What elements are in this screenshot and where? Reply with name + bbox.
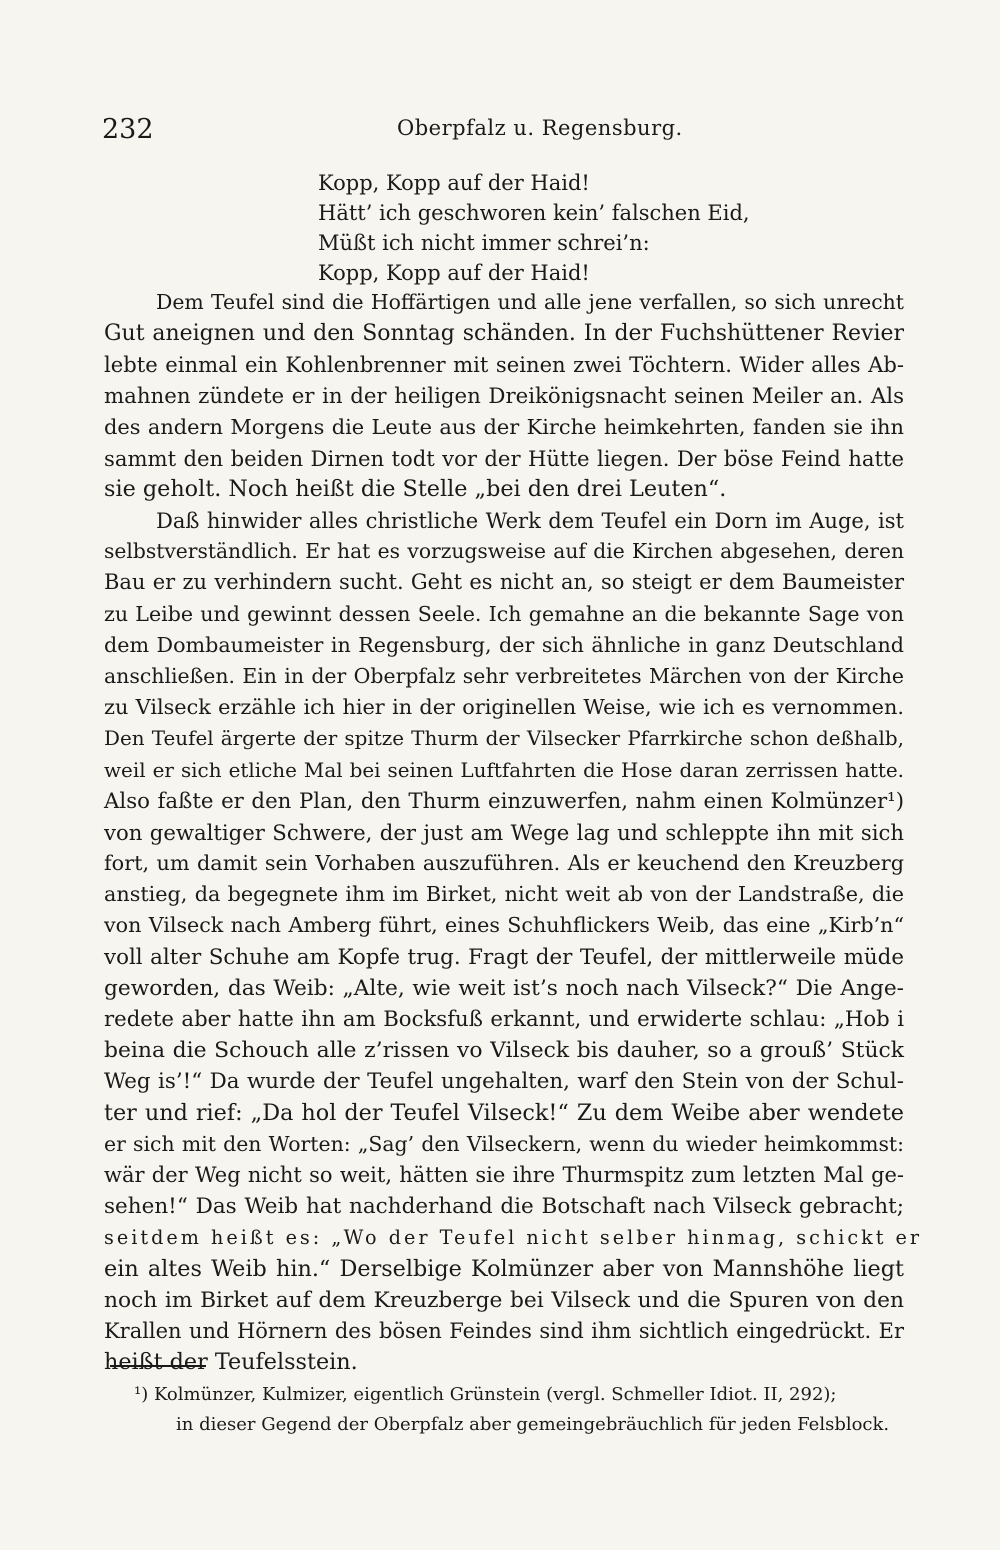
text-line: ter und rief: „Da hol der Teufel Vilseck!“ Zu dem Weibe aber wendete	[104, 1099, 904, 1126]
text-line: Daß hinwider alles christliche Werk dem Teufel ein Dorn im Auge, ist	[156, 508, 904, 533]
running-head: Oberpfalz u. Regensburg.	[397, 116, 683, 140]
text-line: ein altes Weib hin.“ Derselbige Kolmünzer aber von Mannshöhe liegt	[104, 1255, 904, 1282]
text-line: weil er sich etliche Mal bei seinen Luftfahrten die Hose daran zerrissen hatte.	[104, 758, 904, 782]
verse-line: Hätt’ ich geschworen kein’ falschen Eid,	[318, 201, 750, 225]
text-line: zu Vilseck erzähle ich hier in der originellen Weise, wie ich es vernommen.	[104, 695, 904, 720]
text-line: anstieg, da begegnete ihm im Birket, nicht weit ab von der Landstraße, die	[104, 882, 904, 907]
text-line: geworden, das Weib: „Alte, wie weit ist’s noch nach Vilseck?“ Die Ange-	[104, 975, 904, 1001]
text-line: selbstverständlich. Er hat es vorzugsweise auf die Kirchen abgesehen, deren	[104, 539, 904, 564]
text-line: seitdem heißt es: „Wo der Teufel nicht selber hinmag, schickt er	[104, 1226, 923, 1250]
page-header	[102, 114, 902, 148]
text-line: beina die Schouch alle z’rissen vo Vilseck bis dauher, so a grouß’ Stück	[104, 1038, 904, 1064]
text-line: des andern Morgens die Leute aus der Kirche heimkehrten, fanden sie ihn	[104, 414, 904, 439]
text-line: sie geholt. Noch heißt die Stelle „bei den drei Leuten“.	[104, 476, 727, 503]
text-line: Den Teufel ärgerte der spitze Thurm der Vilsecker Pfarrkirche schon deßhalb,	[104, 727, 904, 751]
text-line: redete aber hatte ihn am Bocksfuß erkannt, und erwiderte schlau: „Hob i	[104, 1007, 904, 1032]
verse-line: Kopp, Kopp auf der Haid!	[318, 261, 590, 285]
text-line: von Vilseck nach Amberg führt, eines Schuhflickers Weib, das eine „Kirb’n“	[104, 913, 904, 938]
verse-block	[318, 168, 878, 288]
text-line: noch im Birket auf dem Kreuzberge bei Vilseck und die Spuren von den	[104, 1287, 904, 1313]
text-line: heißt der Teufelsstein.	[104, 1349, 358, 1376]
text-line: zu Leibe und gewinnt dessen Seele. Ich gemahne an die bekannte Sage von	[104, 601, 904, 626]
text-line: voll alter Schuhe am Kopfe trug. Fragt der Teufel, der mittlerweile müde	[104, 944, 904, 970]
footnote-line: in dieser Gegend der Oberpfalz aber gemeingebräuchlich für jeden Felsblock.	[176, 1414, 890, 1435]
text-line: Gut aneignen und den Sonntag schänden. In der Fuchshüttener Revier	[104, 321, 904, 347]
footnotes	[134, 1380, 904, 1440]
text-line: dem Dombaumeister in Regensburg, der sich ähnliche in ganz Deutschland	[104, 632, 904, 657]
text-line: Krallen und Hörnern des bösen Feindes sind ihm sichtlich eingedrückt. Er	[104, 1318, 904, 1343]
text-line: Also faßte er den Plan, den Thurm einzuwerfen, nahm einen Kolmünzer¹)	[104, 788, 904, 814]
text-line: lebte einmal ein Kohlenbrenner mit seinen zwei Töchtern. Wider alles Ab-	[104, 352, 904, 378]
verse-line: Kopp, Kopp auf der Haid!	[318, 171, 590, 195]
text-line: fort, um damit sein Vorhaben auszuführen. Als er keuchend den Kreuzberg	[104, 851, 904, 876]
text-line: sehen!“ Das Weib hat nachderhand die Botschaft nach Vilseck gebracht;	[104, 1194, 904, 1220]
text-line: wär der Weg nicht so weit, hätten sie ihre Thurmspitz zum letzten Mal ge-	[104, 1162, 904, 1187]
text-line: Dem Teufel sind die Hoffärtigen und alle jene verfallen, so sich unrecht	[156, 290, 904, 314]
page-number: 232	[102, 114, 154, 145]
text-line: mahnen zündete er in der heiligen Dreikönigsnacht seinen Meiler an. Als	[104, 383, 904, 409]
paragraph-2	[104, 505, 923, 1378]
text-line: er sich mit den Worten: „Sag’ den Vilseckern, wenn du wieder heimkommst:	[104, 1131, 904, 1156]
footnote-rule	[110, 1365, 206, 1367]
verse-line: Müßt ich nicht immer schrei’n:	[318, 231, 650, 255]
text-line: von gewaltiger Schwere, der just am Wege lag und schleppte ihn mit sich	[104, 819, 904, 845]
text-line: anschließen. Ein in der Oberpfalz sehr verbreitetes Märchen von der Kirche	[104, 663, 904, 688]
paragraph-1	[104, 287, 904, 505]
footnote-line: ¹) Kolmünzer, Kulmizer, eigentlich Grünstein (vergl. Schmeller Idiot. II, 292);	[134, 1384, 837, 1405]
text-line: Weg is’!“ Da wurde der Teufel ungehalten, warf den Stein von der Schul-	[104, 1069, 904, 1095]
text-line: Bau er zu verhindern sucht. Geht es nicht an, so steigt er dem Baumeister	[104, 570, 904, 595]
text-line: sammt den beiden Dirnen todt vor der Hütte liegen. Der böse Feind hatte	[104, 445, 904, 471]
